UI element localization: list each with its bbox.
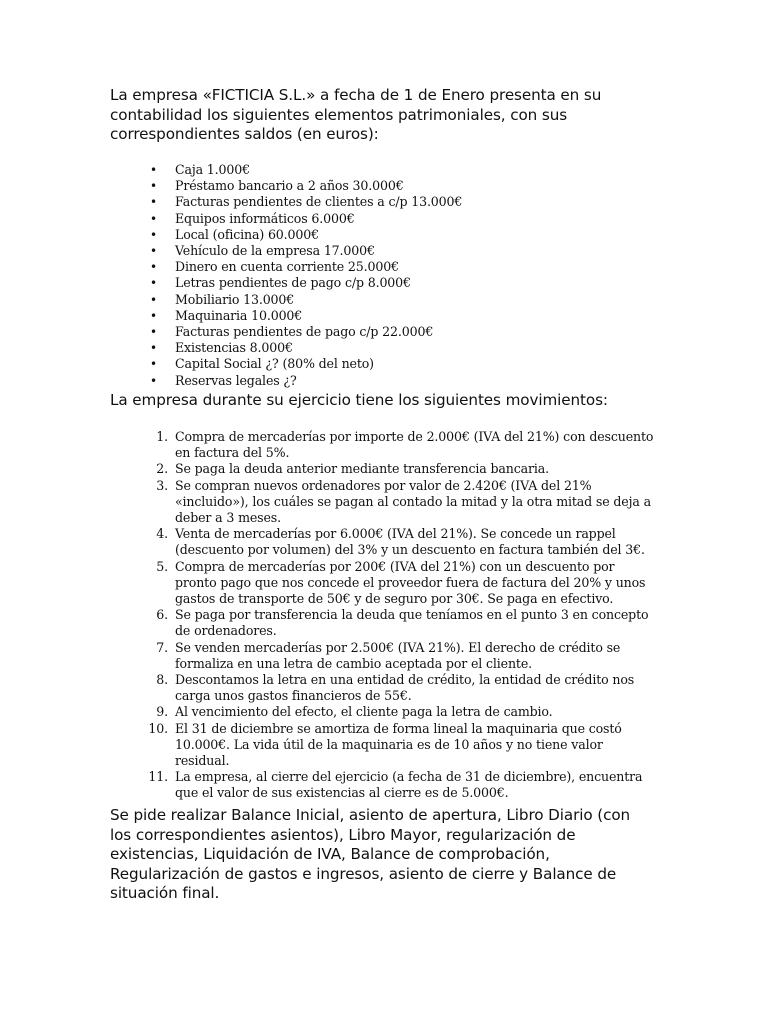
list-item-number: 8. (156, 672, 168, 688)
list-item-text: Dinero en cuenta corriente 25.000€ (175, 259, 399, 275)
movements-intro-paragraph: La empresa durante su ejercicio tiene los siguientes movimientos: (110, 391, 608, 409)
list-item (130, 308, 630, 324)
list-item-text: Se compran nuevos ordenadores por valor de 2.420€ (IVA del 21% «incluido»), los cuáles se pagan al contado la mitad y la otra mitad se deja a deber a 3 meses. (175, 477, 651, 526)
list-item (130, 275, 630, 291)
list-item-text: Maquinaria 10.000€ (175, 307, 303, 323)
list-item-text: Facturas pendientes de pago c/p 22.000€ (175, 324, 434, 340)
list-item (130, 704, 655, 720)
list-item-text: Se paga por transferencia la deuda que teníamos en el punto 3 en concepto de ordenadores. (175, 607, 649, 639)
list-item (130, 194, 630, 210)
list-item-text: Venta de mercaderías por 6.000€ (IVA del 21%). Se concede un rappel (descuento por volumen) del 3% y un descuento en factura también del 3€. (175, 526, 645, 558)
closing-paragraph: Se pide realizar Balance Inicial, asiento de apertura, Libro Diario (con los correspondientes asientos), Libro Mayor, regularización de existencias, Liquidación de IVA, Balance de comprobación, Regularización de gastos e ingresos, asiento de cierre y Balance de situación final. (110, 806, 631, 902)
list-item (130, 559, 655, 608)
bullet-icon: • (150, 244, 157, 259)
list-item-text: Equipos informáticos 6.000€ (175, 210, 355, 226)
list-item (130, 324, 630, 340)
bullet-icon: • (150, 373, 157, 388)
list-item-number: 3. (156, 477, 168, 493)
list-item-text: Existencias 8.000€ (175, 340, 293, 356)
list-item-text: Compra de mercaderías por 200€ (IVA del 21%) con un descuento por pronto pago que nos concede el proveedor fuera de factura del 20% y unos gastos de transporte de 50€ y de seguro por 30€. Se paga en efectivo. (175, 558, 646, 607)
list-item-number: 10. (148, 720, 168, 736)
bullet-icon: • (150, 260, 157, 275)
list-item (130, 259, 630, 275)
bullet-icon: • (150, 292, 157, 307)
list-item (130, 373, 630, 389)
bullet-icon: • (150, 341, 157, 356)
list-item (130, 243, 630, 259)
bullet-icon: • (150, 227, 157, 242)
list-item (130, 721, 655, 770)
list-item (130, 607, 655, 639)
bullet-icon: • (150, 163, 157, 177)
bullet-icon: • (150, 325, 157, 340)
list-item (130, 429, 655, 461)
patrimonial-elements-list (130, 162, 630, 389)
list-item-text: Vehículo de la empresa 17.000€ (175, 243, 375, 259)
list-item-number: 5. (156, 558, 168, 574)
list-item (130, 292, 630, 308)
list-item-text: Letras pendientes de pago c/p 8.000€ (175, 275, 411, 291)
list-item-text: Capital Social ¿? (80% del neto) (175, 356, 374, 372)
list-item (130, 340, 630, 356)
list-item-text: Se venden mercaderías por 2.500€ (IVA 21%). El derecho de crédito se formaliza en una letra de cambio aceptada por el cliente. (175, 639, 621, 671)
list-item-number: 6. (156, 607, 168, 623)
list-item-text: Al vencimiento del efecto, el cliente paga la letra de cambio. (175, 704, 553, 720)
list-item (130, 526, 655, 558)
list-item-text: Compra de mercaderías por importe de 2.000€ (IVA del 21%) con descuento en factura del 5%. (175, 429, 654, 461)
bullet-icon: • (150, 195, 157, 210)
list-item (130, 672, 655, 704)
bullet-icon: • (150, 179, 157, 194)
list-item (130, 211, 630, 227)
bullet-icon: • (150, 308, 157, 323)
intro-paragraph: La empresa «FICTICIA S.L.» a fecha de 1 de Enero presenta en su contabilidad los siguientes elementos patrimoniales, con sus correspondientes saldos (en euros): (110, 86, 602, 143)
list-item-text: Facturas pendientes de clientes a c/p 13.000€ (175, 194, 463, 210)
list-item-text: Se paga la deuda anterior mediante transferencia bancaria. (175, 461, 549, 477)
list-item (130, 478, 655, 527)
list-item-text: Préstamo bancario a 2 años 30.000€ (175, 178, 404, 194)
list-item (130, 162, 630, 178)
list-item (130, 640, 655, 672)
bullet-icon: • (150, 211, 157, 226)
list-item-text: Reservas legales ¿? (175, 372, 297, 388)
list-item (130, 178, 630, 194)
list-item-text: Descontamos la letra en una entidad de crédito, la entidad de crédito nos carga unos gastos financieros de 55€. (175, 672, 635, 704)
bullet-icon: • (150, 276, 157, 291)
list-item-number: 4. (156, 526, 168, 542)
list-item-number: 1. (156, 429, 168, 444)
list-item (130, 461, 655, 477)
list-item-number: 7. (156, 639, 168, 655)
list-item (130, 356, 630, 372)
list-item-text: Local (oficina) 60.000€ (175, 226, 319, 242)
list-item-text: El 31 de diciembre se amortiza de forma lineal la maquinaria que costó 10.000€. La vida útil de la maquinaria es de 10 años y no tiene valor residual. (175, 720, 622, 769)
list-item-number: 9. (156, 704, 168, 720)
list-item-number: 11. (148, 769, 168, 785)
movements-list (130, 429, 655, 802)
list-item-text: Caja 1.000€ (175, 162, 250, 177)
list-item (130, 227, 630, 243)
list-item-text: Mobiliario 13.000€ (175, 291, 295, 307)
list-item-text: La empresa, al cierre del ejercicio (a fecha de 31 de diciembre), encuentra que el valor de sus existencias al cierre es de 5.000€. (175, 769, 643, 801)
list-item (130, 769, 655, 801)
bullet-icon: • (150, 357, 157, 372)
list-item-number: 2. (156, 461, 168, 477)
